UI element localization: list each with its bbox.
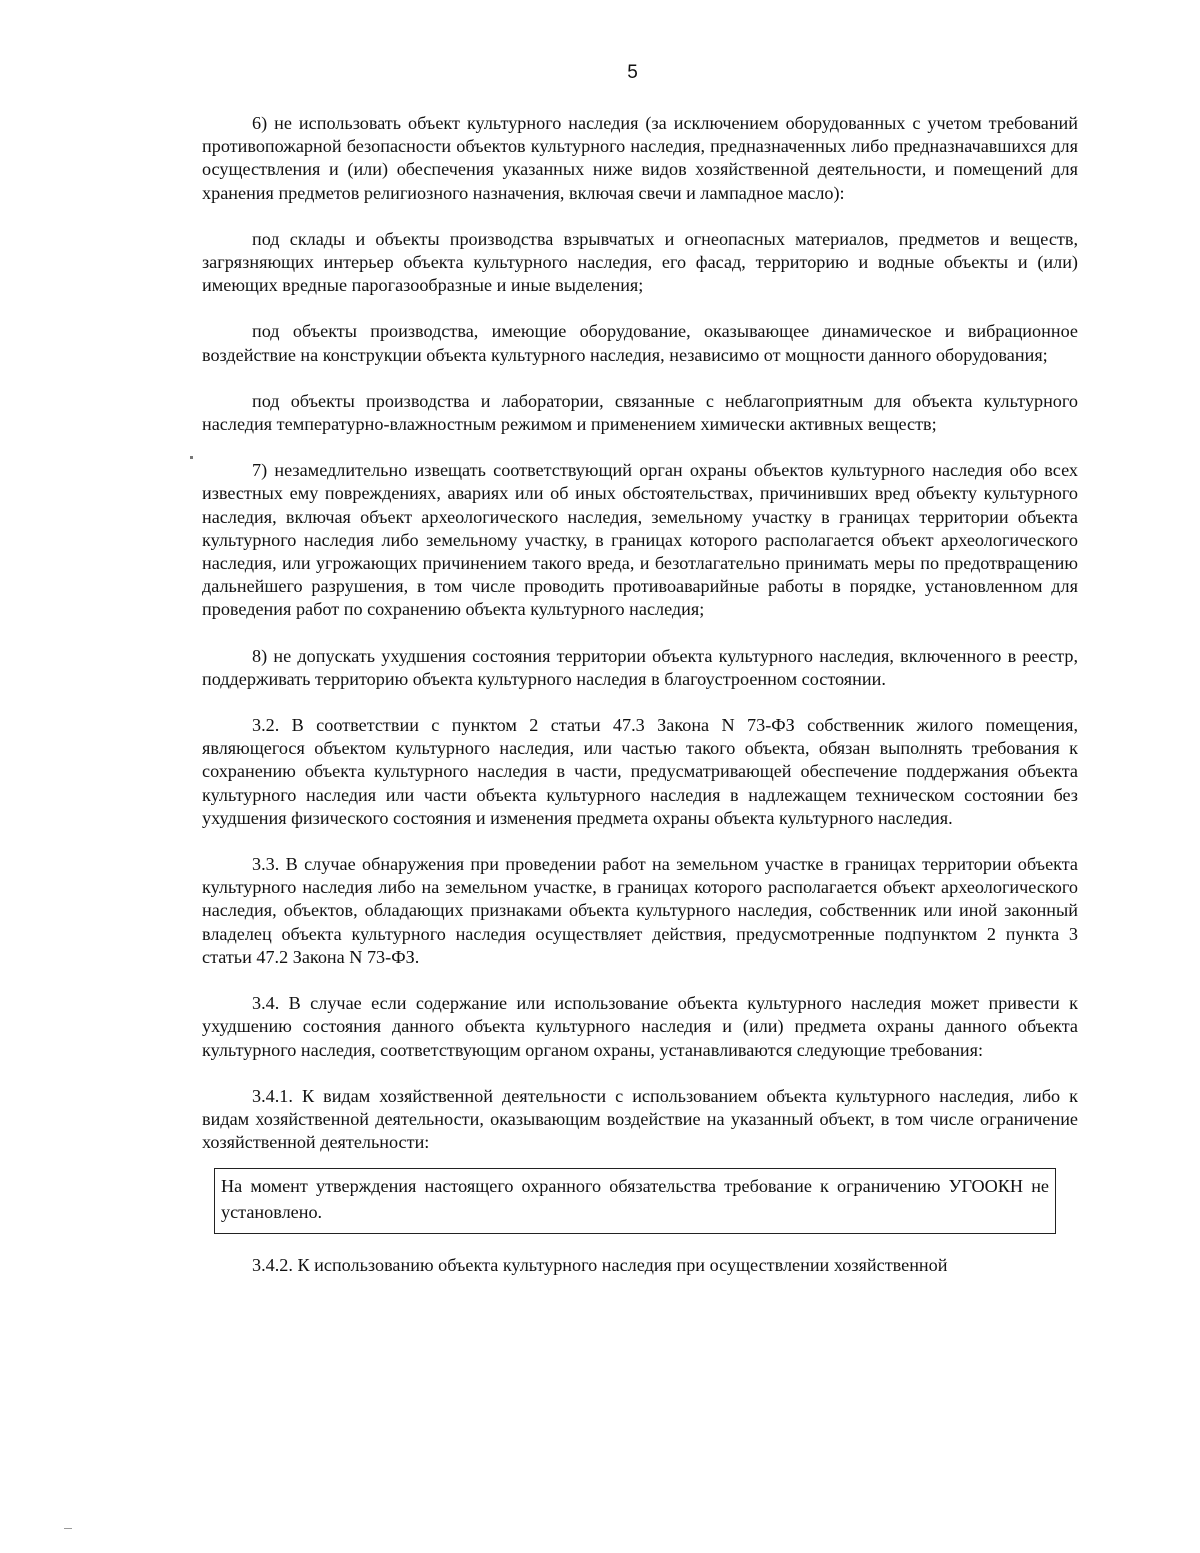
page-number: 5: [627, 62, 638, 83]
restriction-note-text: На момент утверждения настоящего охранного обязательства требование к ограничению УГООКН не установлено.: [221, 1176, 1049, 1223]
paragraph-3-2: 3.2. В соответствии с пунктом 2 статьи 47.3 Закона N 73-ФЗ собственник жилого помещения, являющегося объектом культурного наследия, или частью такого объекта, обязан выполнять требования к сохранению объекта культурного наследия в части, предусматривающей обеспечение поддержания объекта культурного наследия или части объекта культурного наследия в надлежащем техническом состоянии без ухудшения физического состояния и изменения предмета охраны объекта культурного наследия.: [202, 715, 1078, 828]
paragraph-3-3: 3.3. В случае обнаружения при проведении работ на земельном участке в границах территории объекта культурного наследия либо на земельном участке, в границах которого располагается объект археологического наследия, объектов, обладающих признаками объекта культурного наследия, собственник или иной законный владелец объекта культурного наследия осуществляет действия, предусмотренные подпунктом 2 пункта 3 статьи 47.2 Закона N 73-ФЗ.: [202, 854, 1078, 967]
paragraph-laboratories: под объекты производства и лаборатории, связанные с неблагоприятным для объекта культурного наследия температурно-влажностным режимом и применением химически активных веществ;: [202, 390, 1078, 435]
document-body: [202, 112, 1078, 1278]
scan-speck: [64, 1528, 72, 1529]
scan-speck: [190, 456, 193, 459]
restriction-note-box: [214, 1168, 1056, 1234]
paragraph-production-equipment: под объекты производства, имеющие оборудование, оказывающее динамическое и вибрационное воздействие на конструкции объекта культурного наследия, независимо от мощности данного оборудования;: [202, 321, 1078, 365]
paragraph-3-4-2: 3.4.2. К использованию объекта культурного наследия при осуществлении хозяйственной: [252, 1255, 948, 1276]
paragraph-warehouses: под склады и объекты производства взрывчатых и огнеопасных материалов, предметов и веществ, загрязняющих интерьер объекта культурного наследия, его фасад, территорию и водные объекты и (или) имеющих вредные парогазообразные и иные выделения;: [202, 228, 1078, 296]
paragraph-item-7: 7) незамедлительно извещать соответствующий орган охраны объектов культурного наследия обо всех известных ему повреждениях, авариях или об иных обстоятельствах, причинивших вред объекту культурного наследия, включая объект археологического наследия, земельному участку в границах территории объекта культурного наследия либо земельному участку, в границах которого располагается объект археологического наследия, или угрожающих причинением такого вреда, и безотлагательно принимать меры по предотвращению дальнейшего разрушения, в том числе проводить противоаварийные работы в порядке, установленном для проведения работ по сохранению объекта культурного наследия;: [202, 460, 1078, 620]
paragraph-3-4: 3.4. В случае если содержание или использование объекта культурного наследия может привести к ухудшению состояния данного объекта культурного наследия и (или) предмета охраны данного объекта культурного наследия, соответствующим органом охраны, устанавливаются следующие требования:: [202, 993, 1078, 1060]
paragraph-3-4-1: 3.4.1. К видам хозяйственной деятельности с использованием объекта культурного наследия, либо к видам хозяйственной деятельности, оказывающим воздействие на указанный объект, в том числе ограничение хозяйственной деятельности:: [202, 1085, 1078, 1153]
paragraph-item-6: 6) не использовать объект культурного наследия (за исключением оборудованных с учетом требований противопожарной безопасности объектов культурного наследия, предназначенных либо предназначавшихся для осуществления и (или) обеспечения указанных ниже видов хозяйственной деятельности, и помещений для хранения предметов религиозного назначения, включая свечи и лампадное масло):: [202, 113, 1078, 203]
paragraph-item-8: 8) не допускать ухудшения состояния территории объекта культурного наследия, включенного в реестр, поддерживать территорию объекта культурного наследия в благоустроенном состоянии.: [202, 645, 1078, 689]
